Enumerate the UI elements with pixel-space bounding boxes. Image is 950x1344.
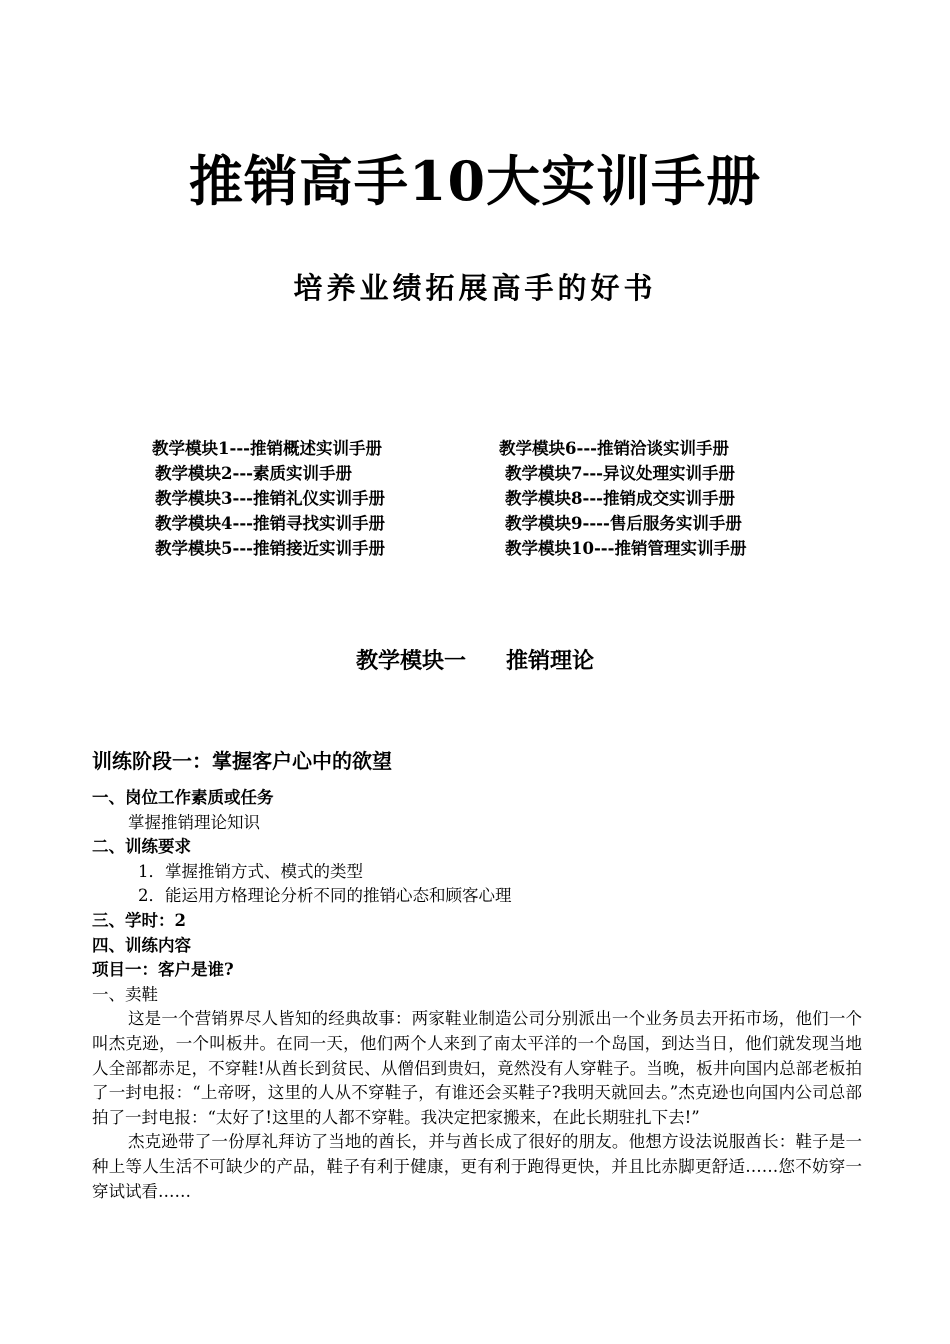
module-item: 教学模块5---推销接近实训手册 [155,539,386,558]
project-heading: 项目一：客户是谁? [92,960,234,980]
stage-heading: 训练阶段一：掌握客户心中的欲望 [92,749,392,773]
heading-training-content: 四、训练内容 [92,935,191,955]
requirement-item: 1．掌握推销方式、模式的类型 [138,861,363,881]
module-item: 教学模块3---推销礼仪实训手册 [155,489,386,508]
module-row [150,461,850,486]
section-heading [0,644,950,678]
module-row [150,486,850,511]
section-heading-topic: 推销理论 [506,648,595,674]
job-task-text: 掌握推销理论知识 [128,812,260,832]
heading-job-task: 一、岗位工作素质或任务 [92,788,274,807]
section-heading-module: 教学模块一 [355,648,466,674]
subsection-heading: 一、卖鞋 [92,984,158,1004]
module-item: 教学模块9----售后服务实训手册 [505,514,742,533]
module-item: 教学模块8---推销成交实训手册 [505,489,736,508]
module-item: 教学模块10---推销管理实训手册 [505,539,747,558]
paragraph: 杰克逊带了一份厚礼拜访了当地的酋长，并与酋长成了很好的朋友。他想方设法说服酋长：鞋子是一种上等人生活不可缺少的产品，鞋子有利于健康，更有利于跑得更快，并且比赤脚更舒适……您不妨穿一穿试试看…… [92,1132,862,1201]
module-list [150,436,850,561]
document-subtitle: 培养业绩拓展高手的好书 [293,271,657,305]
module-row [150,536,850,561]
paragraph: 这是一个营销界尽人皆知的经典故事：两家鞋业制造公司分别派出一个业务员去开拓市场，他们一个叫杰克逊，一个叫板井。在同一天，他们两个人来到了南太平洋的一个岛国，到达当日，他们就发现当地人全部都赤足，不穿鞋!从酋长到贫民、从僧侣到贵妇，竟然没有人穿鞋子。当晚，板井向国内总部老板拍了一封电报：“上帝呀，这里的人从不穿鞋子，有谁还会买鞋子?我明天就回去。”杰克逊也向国内公司总部拍了一封电报：“太好了!这里的人都不穿鞋。我决定把家搬来，在此长期驻扎下去!” [92,1009,862,1127]
requirement-item: 2．能运用方格理论分析不同的推销心态和顾客心理 [138,886,512,906]
story-text [92,1007,862,1204]
module-item: 教学模块2---素质实训手册 [155,464,353,483]
heading-training-requirements: 二、训练要求 [92,837,191,857]
module-item: 教学模块7---异议处理实训手册 [505,464,736,483]
heading-class-hours: 三、学时：2 [92,910,186,930]
module-item: 教学模块4---推销寻找实训手册 [155,514,386,533]
body-content [92,786,862,1204]
module-row [150,436,850,461]
module-item: 教学模块6---推销洽谈实训手册 [499,439,730,458]
module-item: 教学模块1---推销概述实训手册 [152,439,383,458]
module-row [150,511,850,536]
document-title: 推销高手10大实训手册 [188,149,762,213]
